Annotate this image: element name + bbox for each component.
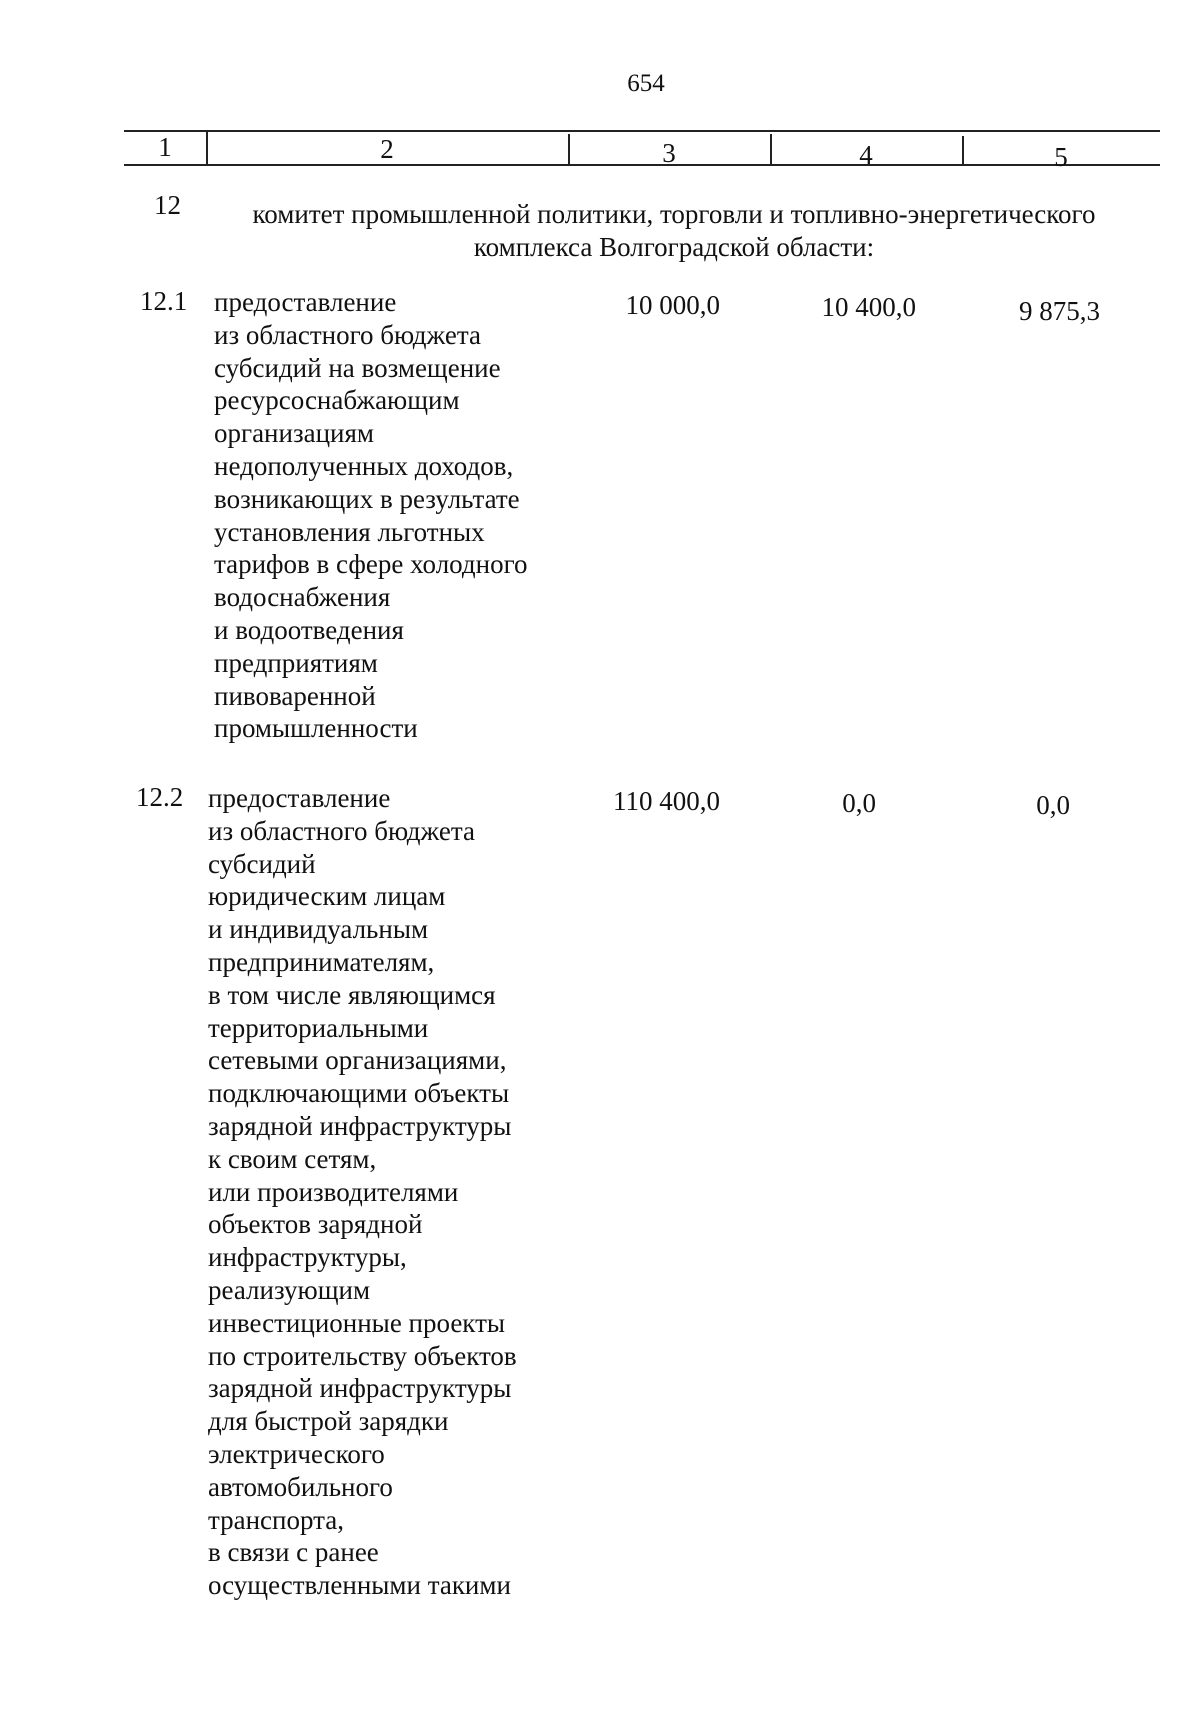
row-number: 12.2 [136, 782, 184, 812]
row-number: 12.1 [140, 286, 188, 316]
column-header-3: 3 [662, 138, 676, 168]
header-top-rule [124, 130, 1160, 132]
value-col-5: 9 875,3 [1019, 296, 1100, 326]
section-number: 12 [154, 190, 181, 220]
value-col-4: 0,0 [842, 788, 876, 818]
value-col-5: 0,0 [1036, 790, 1070, 820]
column-header-1: 1 [158, 132, 172, 162]
value-col-3: 110 400,0 [613, 786, 720, 816]
value-col-4: 10 400,0 [821, 292, 916, 322]
row-description: предоставление из областного бюджета субсидий юридическим лицам и индивидуальным предпринимателям, в том числе являющимся территориальными сетевыми организациями, подключающими объекты зарядной инфраструктуры к своим сетям, или производителями объектов зарядной инфраструктуры, реализующим инвестиционные проекты по строительству объектов зарядной инфраструктуры для быстрой зарядки электрического автомобильного транспорта, в связи с ранее осуществленными такими [208, 783, 517, 1601]
column-header-5: 5 [1054, 142, 1068, 172]
column-header-2: 2 [380, 134, 394, 164]
section-title: комитет промышленной политики, торговли и топливно-энергетического комплекса Волгоградской области: [252, 199, 1096, 262]
page-number: 654 [627, 70, 665, 97]
value-col-3: 10 000,0 [625, 290, 720, 320]
row-description: предоставление из областного бюджета субсидий на возмещение ресурсоснабжающим организациям недополученных доходов, возникающих в результате установления льготных тарифов в сфере холодного водоснабжения и водоотведения предприятиям пивоваренной промышленности [214, 287, 528, 744]
column-header-4: 4 [859, 140, 873, 170]
